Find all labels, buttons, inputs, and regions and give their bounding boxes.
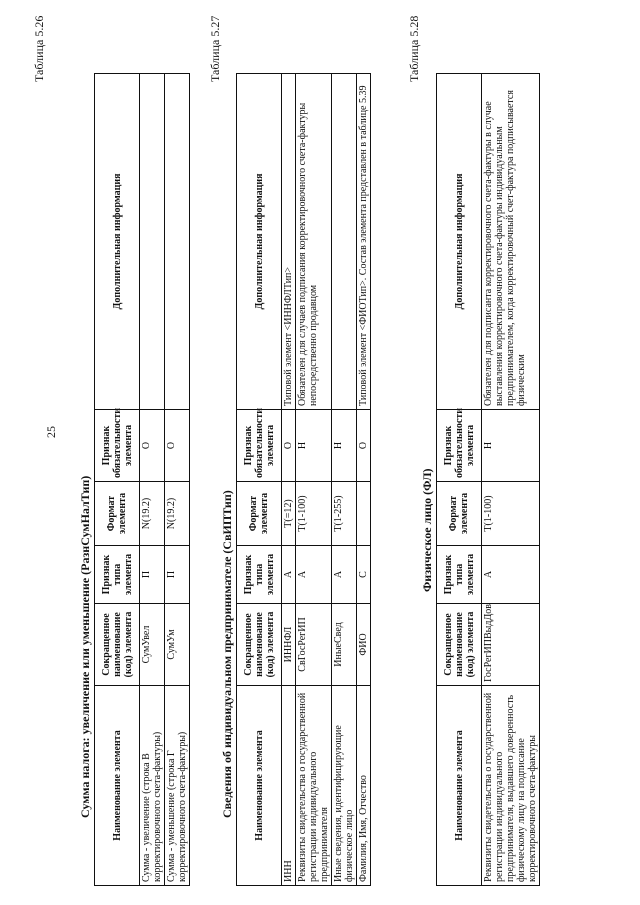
cell-name: Иные сведения, идентифицирующие физическое лицо xyxy=(332,686,357,886)
column-header-type: Признак типа элемента xyxy=(95,546,140,604)
table-header-row xyxy=(237,74,282,886)
cell-req: О xyxy=(282,410,296,482)
cell-short: ИННФЛ xyxy=(282,604,296,686)
cell-type: А xyxy=(296,546,332,604)
cell-format: Т(1-255) xyxy=(332,482,357,546)
table-header-row xyxy=(437,74,482,886)
column-header-short: Сокращенное наименование (код) элемента xyxy=(237,604,282,686)
cell-req: Н xyxy=(332,410,357,482)
cell-name: Сумма - уменьшение (строка Г корректировочного счета-фактуры) xyxy=(165,686,190,886)
cell-short: ФИО xyxy=(357,604,371,686)
table-header-row xyxy=(95,74,140,886)
cell-format: Т(1-100) xyxy=(296,482,332,546)
column-header-format: Формат элемента xyxy=(437,482,482,546)
table-5-28 xyxy=(436,73,540,886)
column-header-format: Формат элемента xyxy=(237,482,282,546)
cell-name: Сумма - увеличение (строка В корректировочного счета-фактуры) xyxy=(140,686,165,886)
table-5-27-label: Таблица 5.27 xyxy=(208,15,222,82)
cell-info: Обязателен для подписанта корректировочного счета-фактуры в случае выставления корректировочного счета-фактуры индивидуальным предпринимателем, когда корректировочный счет-фактура подписывается физическим xyxy=(482,74,540,410)
cell-name: ИНН xyxy=(282,686,296,886)
column-header-name: Наименование элемента xyxy=(437,686,482,886)
cell-short: СвГосРегИП xyxy=(296,604,332,686)
column-header-name: Наименование элемента xyxy=(237,686,282,886)
table-5-26-caption: Сумма налога: увеличение или уменьшение (РазнСумНалТип) xyxy=(78,475,92,818)
table-row xyxy=(165,74,190,886)
column-header-format: Формат элемента xyxy=(95,482,140,546)
table-5-26-label: Таблица 5.26 xyxy=(32,15,46,82)
column-header-info: Дополнительная информация xyxy=(95,74,140,410)
cell-info xyxy=(332,74,357,410)
column-header-required: Признак обязательности элемента xyxy=(95,410,140,482)
cell-type: П xyxy=(140,546,165,604)
table-5-28-label: Таблица 5.28 xyxy=(407,15,421,82)
table-5-27 xyxy=(236,73,371,886)
column-header-type: Признак типа элемента xyxy=(237,546,282,604)
cell-short: ИныеСвед xyxy=(332,604,357,686)
document-page xyxy=(12,3,632,898)
cell-type: П xyxy=(165,546,190,604)
cell-format: N(19.2) xyxy=(165,482,190,546)
cell-format: N(19.2) xyxy=(140,482,165,546)
table-row xyxy=(140,74,165,886)
cell-format: Т(=12) xyxy=(282,482,296,546)
cell-info xyxy=(140,74,165,410)
cell-req: О xyxy=(140,410,165,482)
column-header-short: Сокращенное наименование (код) элемента xyxy=(95,604,140,686)
table-row xyxy=(296,74,332,886)
column-header-info: Дополнительная информация xyxy=(437,74,482,410)
cell-type: А xyxy=(282,546,296,604)
cell-short: ГосРегИПВыдДов xyxy=(482,604,540,686)
cell-req: Н xyxy=(482,410,540,482)
cell-format xyxy=(357,482,371,546)
column-header-short: Сокращенное наименование (код) элемента xyxy=(437,604,482,686)
cell-type: А xyxy=(332,546,357,604)
cell-short: СумУм xyxy=(165,604,190,686)
cell-format: Т(1-100) xyxy=(482,482,540,546)
cell-name: Фамилия, Имя, Отчество xyxy=(357,686,371,886)
table-5-26 xyxy=(94,73,190,886)
page-number: 25 xyxy=(44,426,58,438)
table-5-27-caption: Сведения об индивидуальном предпринимателе (СвИПТип) xyxy=(220,490,234,818)
cell-info: Типовой элемент <ФИОТип>. Состав элемента представлен в таблице 5.39 xyxy=(357,74,371,410)
cell-req: Н xyxy=(296,410,332,482)
column-header-required: Признак обязательности элемента xyxy=(237,410,282,482)
cell-name: Реквизиты свидетельства о государственной регистрации индивидуального предпринимателя, выдавшего доверенность физическому лицу на подписание корректировочного счета-фактуры xyxy=(482,686,540,886)
table-row xyxy=(332,74,357,886)
cell-type: А xyxy=(482,546,540,604)
cell-short: СумУвел xyxy=(140,604,165,686)
column-header-name: Наименование элемента xyxy=(95,686,140,886)
cell-info: Типовой элемент <ИННФЛТип> xyxy=(282,74,296,410)
cell-info xyxy=(165,74,190,410)
cell-info: Обязателен для случаев подписания корректировочного счета-фактуры непосредственно продавцом xyxy=(296,74,332,410)
cell-req: О xyxy=(165,410,190,482)
cell-name: Реквизиты свидетельства о государственной регистрации индивидуального предпринимателя xyxy=(296,686,332,886)
column-header-type: Признак типа элемента xyxy=(437,546,482,604)
cell-req: О xyxy=(357,410,371,482)
column-header-required: Признак обязательности элемента xyxy=(437,410,482,482)
table-row xyxy=(357,74,371,886)
cell-type: С xyxy=(357,546,371,604)
table-row xyxy=(482,74,540,886)
table-row xyxy=(282,74,296,886)
column-header-info: Дополнительная информация xyxy=(237,74,282,410)
table-5-28-caption: Физическое лицо (ФЛ) xyxy=(420,468,434,592)
